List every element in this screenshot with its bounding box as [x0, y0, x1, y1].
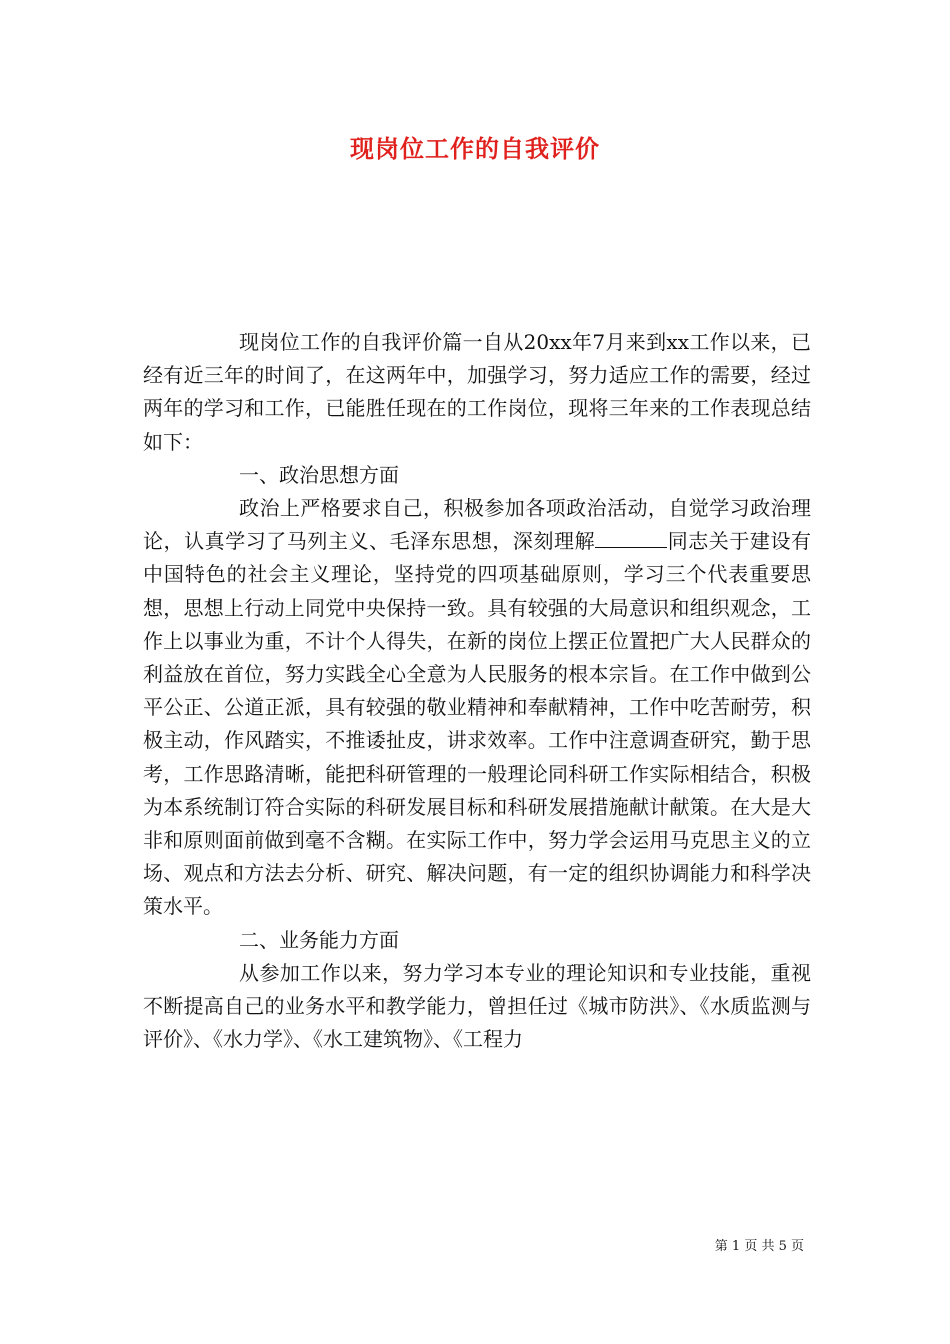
section-heading-politics: 一、政治思想方面 — [239, 462, 399, 487]
politics-paragraph — [143, 492, 811, 924]
politics-paragraph-part1: 政治上严格要求自己，积极参加各项政治活动，自觉学习政治理论，认真学习了马列主义、毛泽东思想，深刻理解 — [143, 496, 811, 554]
fill-in-blank — [595, 529, 667, 548]
page-title: 现岗位工作的自我评价 — [350, 134, 600, 163]
intro-paragraph: 现岗位工作的自我评价篇一自从20xx年7月来到xx工作以来，已经有近三年的时间了，在这两年中，加强学习，努力适应工作的需要，经过两年的学习和工作，已能胜任现在的工作岗位，现将三年来的工作表现总结如下： — [143, 330, 811, 454]
document-body — [143, 326, 811, 1056]
politics-paragraph-part2: 同志关于建设有中国特色的社会主义理论，坚持党的四项基础原则，学习三个代表重要思想，思想上行动上同党中央保持一致。具有较强的大局意识和组织观念，工作上以事业为重，不计个人得失，在新的岗位上摆正位置把广大人民群众的利益放在首位，努力实践全心全意为人民服务的根本宗旨。在工作中做到公平公正、公道正派，具有较强的敬业精神和奉献精神，工作中吃苦耐劳，积极主动，作风踏实，不推诿扯皮，讲求效率。工作中注意调查研究，勤于思考，工作思路清晰，能把科研管理的一般理论同科研工作实际相结合，积极为本系统制订符合实际的科研发展目标和科研发展措施献计献策。在大是大非和原则面前做到毫不含糊。在实际工作中，努力学会运用马克思主义的立场、观点和方法去分析、研究、解决问题，有一定的组织协调能力和科学决策水平。 — [143, 529, 812, 919]
page-number: 第 1 页 共 5 页 — [714, 1239, 804, 1254]
business-paragraph: 从参加工作以来，努力学习本专业的理论知识和专业技能，重视不断提高自己的业务水平和教学能力，曾担任过《城市防洪》、《水质监测与评价》、《水力学》、《水工建筑物》、《工程力 — [143, 960, 811, 1052]
section-heading-business: 二、业务能力方面 — [239, 927, 399, 952]
